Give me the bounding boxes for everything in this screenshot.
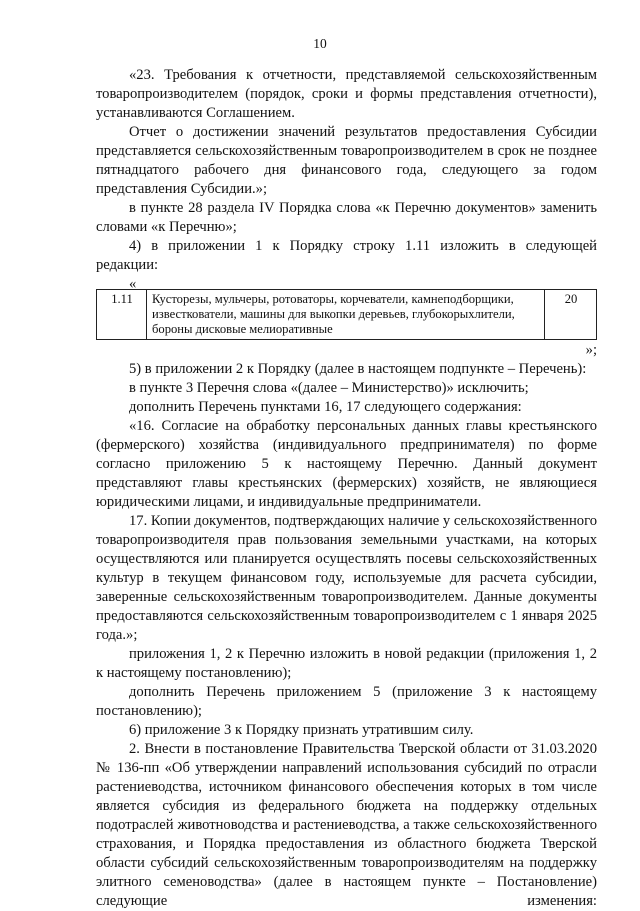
paragraph-add-appendix-5: дополнить Перечень приложением 5 (приложение 3 к настоящему постановлению); [96,684,597,719]
paragraph-resolution-amend: 2. Внести в постановление Правительства Тверской области от 31.03.2020 № 136-пп «Об утверждении направлений использования субсидий по отрасли растениеводства, источником финансового обеспечения которых в том числе является субсидия из федерального бюджета на поддержку отдельных подотраслей животноводства и растениеводства, а также сельскохозяйственного страхования, и Порядка предоставления из областного бюджета Тверской области субсидий сельскохозяйственным товаропроизводителям на поддержку элитного семеноводства» (далее в настоящем пункте – Постановление) следующие изменения: [96,741,597,909]
table-row [97,290,597,340]
paragraph-point-17: 17. Копии документов, подтверждающих наличие у сельскохозяйственного товаропроизводителя прав пользования земельными участками, на которых осуществляются или планируется осуществлять посевы сельскохозяйственных культур в текущем финансовом году, используемые для расчета субсидии, заверенные сельскохозяйственным товаропроизводителем. Данные документы предоставляются сельскохозяйственным товаропроизводителем с 1 января 2025 года.»; [96,513,597,643]
paragraph-reporting-requirements: «23. Требования к отчетности, представляемой сельскохозяйственным товаропроизводителем (порядок, сроки и формы представления отчетности), устанавливаются Соглашением. [96,67,597,121]
paragraph-point-3: в пункте 3 Перечня слова «(далее – Министерство)» исключить; [129,380,529,396]
document-body [96,66,597,911]
paragraph-report-deadline: Отчет о достижении значений результатов предоставления Субсидии представляется сельскохозяйственным товаропроизводителем в срок не позднее пятнадцатого рабочего дня финансового года, следующего за годом представления Субсидии.»; [96,124,597,197]
paragraph-new-edition: приложения 1, 2 к Перечню изложить в новой редакции (приложения 1, 2 к настоящему постановлению); [96,646,597,681]
quote-close-mark: »; [585,342,597,358]
quote-open-mark: « [129,276,137,292]
page-number: 10 [313,36,327,51]
amended-row-table [96,289,597,340]
paragraph-add-points: дополнить Перечень пунктами 16, 17 следующего содержания: [129,399,522,415]
row-description-cell: Кусторезы, мульчеры, ротоваторы, корчеватели, камнеподборщики, известкователи, машины для выкопки деревьев, глубокорыхлители, бороны дисковые мелиоративные [147,290,545,340]
paragraph-appendix-1: 4) в приложении 1 к Порядку строку 1.11 изложить в следующей редакции: [96,238,597,273]
row-number-cell: 1.11 [97,290,147,340]
paragraph-point-28: в пункте 28 раздела IV Порядка слова «к Перечню документов» заменить словами «к Перечню»; [96,200,597,235]
row-value-cell: 20 [545,290,597,340]
paragraph-appendix-3-void: 6) приложение 3 к Порядку признать утратившим силу. [129,722,474,738]
paragraph-point-16: «16. Согласие на обработку персональных данных главы крестьянского (фермерского) хозяйства (индивидуального предпринимателя) по форме согласно приложению 5 к настоящему Перечню. Данный документ представляют главы крестьянских (фермерских) хозяйств, не являющиеся юридическими лицами, и индивидуальные предприниматели. [96,418,597,510]
paragraph-appendix-2: 5) в приложении 2 к Порядку (далее в настоящем подпункте – Перечень): [129,361,587,377]
